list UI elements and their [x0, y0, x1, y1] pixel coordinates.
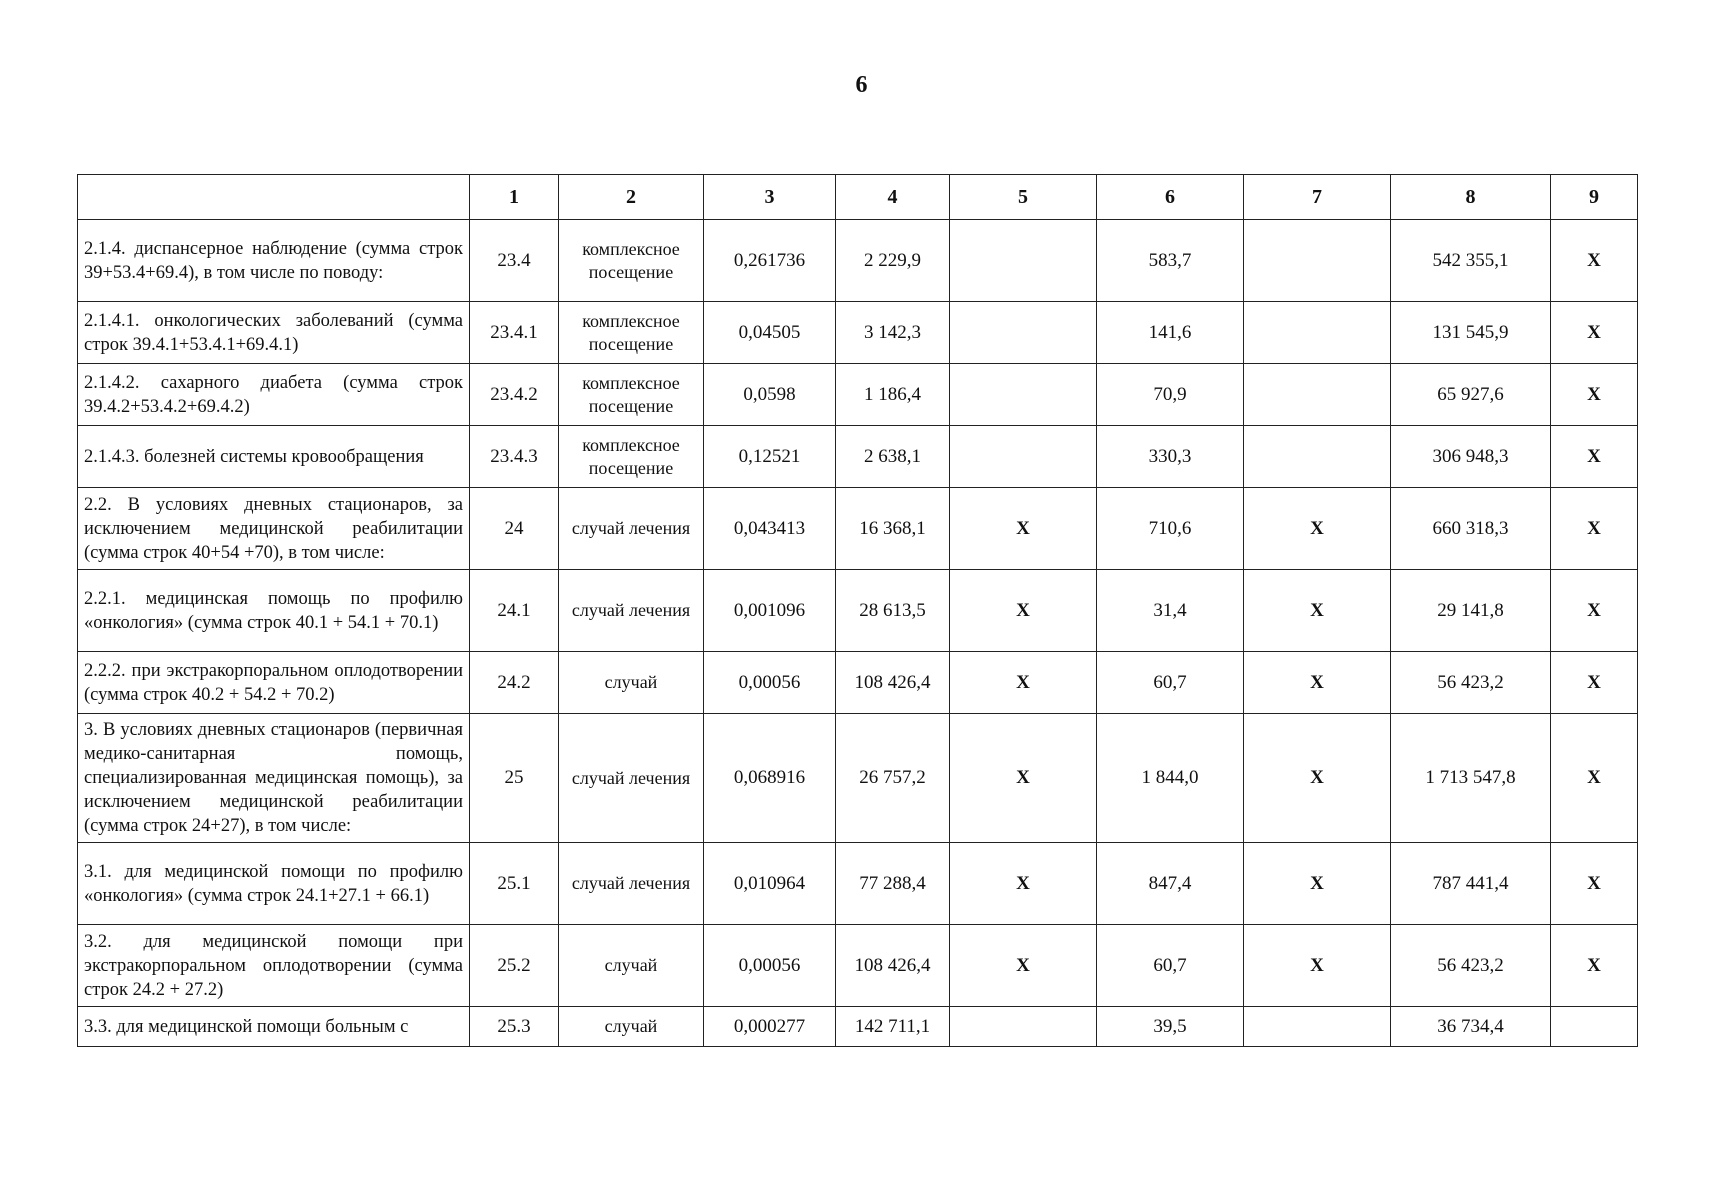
unit-cell: случай: [559, 652, 704, 714]
value-cell-8: 36 734,4: [1391, 1007, 1551, 1047]
value-cell-6: 39,5: [1097, 1007, 1244, 1047]
value-cell-9: Х: [1551, 843, 1638, 925]
table-row: [78, 714, 1638, 843]
data-table: [77, 174, 1638, 1047]
description-cell: 3.1. для медицинской помощи по профилю «онкология» (сумма строк 24.1+27.1 + 66.1): [78, 843, 470, 925]
unit-cell: комплексное посещение: [559, 426, 704, 488]
value-cell-7: Х: [1244, 488, 1391, 570]
value-cell-8: 56 423,2: [1391, 925, 1551, 1007]
value-cell-8: 306 948,3: [1391, 426, 1551, 488]
page-number: 6: [855, 72, 868, 98]
value-cell-3: 0,00056: [704, 925, 836, 1007]
table-row: [78, 488, 1638, 570]
value-cell-6: 847,4: [1097, 843, 1244, 925]
value-cell-8: 131 545,9: [1391, 302, 1551, 364]
value-cell-4: 1 186,4: [836, 364, 950, 426]
value-cell-6: 330,3: [1097, 426, 1244, 488]
unit-cell: комплексное посещение: [559, 364, 704, 426]
value-cell-8: 65 927,6: [1391, 364, 1551, 426]
value-cell-5: [950, 1007, 1097, 1047]
header-row: [78, 175, 1638, 220]
row-number-cell: 24.2: [470, 652, 559, 714]
value-cell-4: 2 229,9: [836, 220, 950, 302]
value-cell-7: Х: [1244, 570, 1391, 652]
row-number-cell: 25.3: [470, 1007, 559, 1047]
value-cell-3: 0,000277: [704, 1007, 836, 1047]
description-cell: 3. В условиях дневных стационаров (первичная медико-санитарная помощь, специализированная медицинская помощь), за исключением медицинской реабилитации (сумма строк 24+27), в том числе:: [78, 714, 470, 843]
value-cell-4: 3 142,3: [836, 302, 950, 364]
column-header: 7: [1244, 175, 1391, 220]
value-cell-8: 1 713 547,8: [1391, 714, 1551, 843]
row-number-cell: 24: [470, 488, 559, 570]
value-cell-3: 0,12521: [704, 426, 836, 488]
value-cell-8: 787 441,4: [1391, 843, 1551, 925]
value-cell-7: Х: [1244, 652, 1391, 714]
row-number-cell: 23.4.3: [470, 426, 559, 488]
unit-cell: случай: [559, 1007, 704, 1047]
table-row: [78, 302, 1638, 364]
table-row: [78, 220, 1638, 302]
value-cell-3: 0,001096: [704, 570, 836, 652]
value-cell-7: [1244, 1007, 1391, 1047]
column-header: [78, 175, 470, 220]
row-number-cell: 25: [470, 714, 559, 843]
column-header: 4: [836, 175, 950, 220]
row-number-cell: 25.1: [470, 843, 559, 925]
row-number-cell: 25.2: [470, 925, 559, 1007]
column-header: 8: [1391, 175, 1551, 220]
table-row: [78, 652, 1638, 714]
unit-cell: комплексное посещение: [559, 220, 704, 302]
value-cell-3: 0,0598: [704, 364, 836, 426]
table-row: [78, 925, 1638, 1007]
value-cell-7: Х: [1244, 925, 1391, 1007]
value-cell-9: [1551, 1007, 1638, 1047]
value-cell-3: 0,010964: [704, 843, 836, 925]
value-cell-8: 56 423,2: [1391, 652, 1551, 714]
unit-cell: случай лечения: [559, 843, 704, 925]
column-header: 6: [1097, 175, 1244, 220]
value-cell-5: Х: [950, 925, 1097, 1007]
value-cell-4: 26 757,2: [836, 714, 950, 843]
description-cell: 2.1.4. диспансерное наблюдение (сумма строк 39+53.4+69.4), в том числе по поводу:: [78, 220, 470, 302]
row-number-cell: 23.4.1: [470, 302, 559, 364]
value-cell-4: 2 638,1: [836, 426, 950, 488]
value-cell-9: Х: [1551, 570, 1638, 652]
column-header: 1: [470, 175, 559, 220]
value-cell-3: 0,043413: [704, 488, 836, 570]
description-cell: 2.1.4.3. болезней системы кровообращения: [78, 426, 470, 488]
value-cell-7: [1244, 426, 1391, 488]
value-cell-6: 1 844,0: [1097, 714, 1244, 843]
row-number-cell: 23.4: [470, 220, 559, 302]
value-cell-5: [950, 426, 1097, 488]
value-cell-7: [1244, 220, 1391, 302]
value-cell-5: [950, 302, 1097, 364]
value-cell-6: 141,6: [1097, 302, 1244, 364]
value-cell-5: [950, 364, 1097, 426]
description-cell: 2.2.2. при экстракорпоральном оплодотворении (сумма строк 40.2 + 54.2 + 70.2): [78, 652, 470, 714]
value-cell-8: 29 141,8: [1391, 570, 1551, 652]
value-cell-7: [1244, 364, 1391, 426]
value-cell-7: Х: [1244, 843, 1391, 925]
table-row: [78, 364, 1638, 426]
column-header: 2: [559, 175, 704, 220]
value-cell-3: 0,04505: [704, 302, 836, 364]
value-cell-9: Х: [1551, 925, 1638, 1007]
value-cell-6: 710,6: [1097, 488, 1244, 570]
row-number-cell: 23.4.2: [470, 364, 559, 426]
value-cell-9: Х: [1551, 652, 1638, 714]
value-cell-3: 0,068916: [704, 714, 836, 843]
value-cell-5: Х: [950, 570, 1097, 652]
column-header: 5: [950, 175, 1097, 220]
description-cell: 3.2. для медицинской помощи при экстракорпоральном оплодотворении (сумма строк 24.2 + 27.2): [78, 925, 470, 1007]
table-row: [78, 1007, 1638, 1047]
value-cell-4: 16 368,1: [836, 488, 950, 570]
column-header: 9: [1551, 175, 1638, 220]
table-row: [78, 570, 1638, 652]
value-cell-7: Х: [1244, 714, 1391, 843]
value-cell-6: 70,9: [1097, 364, 1244, 426]
value-cell-8: 660 318,3: [1391, 488, 1551, 570]
value-cell-9: Х: [1551, 364, 1638, 426]
value-cell-9: Х: [1551, 714, 1638, 843]
value-cell-5: Х: [950, 488, 1097, 570]
value-cell-4: 28 613,5: [836, 570, 950, 652]
value-cell-8: 542 355,1: [1391, 220, 1551, 302]
value-cell-4: 77 288,4: [836, 843, 950, 925]
value-cell-6: 31,4: [1097, 570, 1244, 652]
value-cell-9: Х: [1551, 488, 1638, 570]
value-cell-4: 108 426,4: [836, 652, 950, 714]
row-number-cell: 24.1: [470, 570, 559, 652]
value-cell-4: 108 426,4: [836, 925, 950, 1007]
column-header: 3: [704, 175, 836, 220]
value-cell-6: 60,7: [1097, 925, 1244, 1007]
value-cell-9: Х: [1551, 426, 1638, 488]
table-row: [78, 843, 1638, 925]
unit-cell: комплексное посещение: [559, 302, 704, 364]
value-cell-3: 0,261736: [704, 220, 836, 302]
value-cell-6: 583,7: [1097, 220, 1244, 302]
table-row: [78, 426, 1638, 488]
value-cell-4: 142 711,1: [836, 1007, 950, 1047]
unit-cell: случай лечения: [559, 714, 704, 843]
unit-cell: случай: [559, 925, 704, 1007]
unit-cell: случай лечения: [559, 570, 704, 652]
value-cell-5: Х: [950, 714, 1097, 843]
description-cell: 3.3. для медицинской помощи больным с: [78, 1007, 470, 1047]
value-cell-7: [1244, 302, 1391, 364]
unit-cell: случай лечения: [559, 488, 704, 570]
value-cell-9: Х: [1551, 302, 1638, 364]
value-cell-3: 0,00056: [704, 652, 836, 714]
description-cell: 2.2.1. медицинская помощь по профилю «онкология» (сумма строк 40.1 + 54.1 + 70.1): [78, 570, 470, 652]
value-cell-5: [950, 220, 1097, 302]
value-cell-5: Х: [950, 652, 1097, 714]
value-cell-9: Х: [1551, 220, 1638, 302]
description-cell: 2.1.4.1. онкологических заболеваний (сумма строк 39.4.1+53.4.1+69.4.1): [78, 302, 470, 364]
description-cell: 2.1.4.2. сахарного диабета (сумма строк 39.4.2+53.4.2+69.4.2): [78, 364, 470, 426]
value-cell-6: 60,7: [1097, 652, 1244, 714]
description-cell: 2.2. В условиях дневных стационаров, за исключением медицинской реабилитации (сумма строк 40+54 +70), в том числе:: [78, 488, 470, 570]
value-cell-5: Х: [950, 843, 1097, 925]
